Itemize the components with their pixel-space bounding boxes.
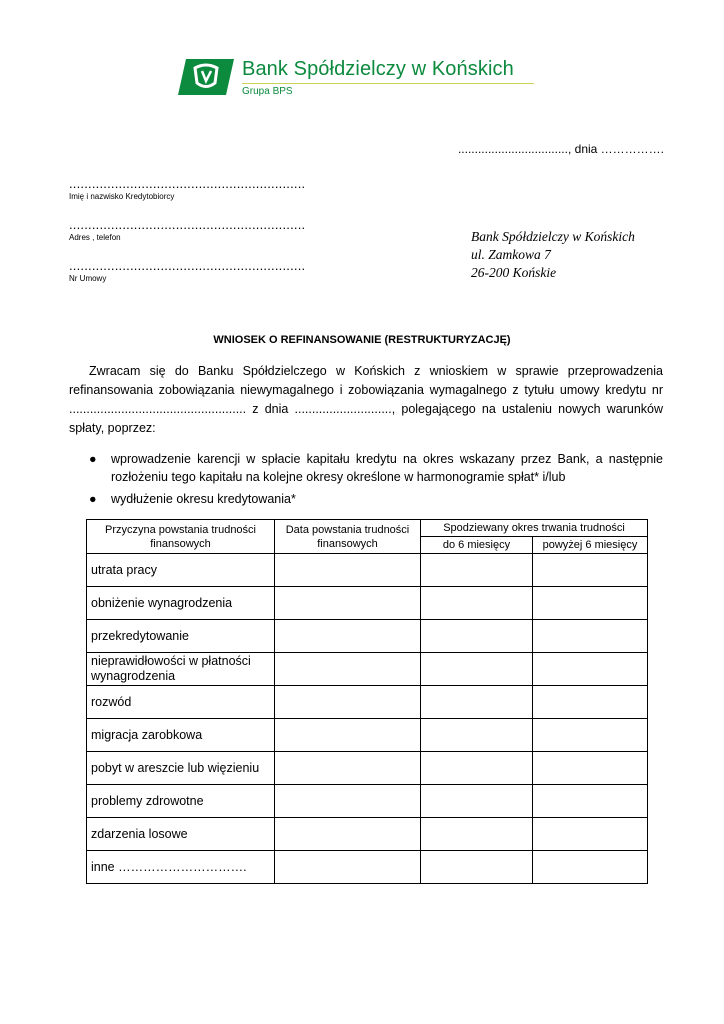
up-to-6-cell[interactable]: [421, 851, 533, 884]
cause-cell: zdarzenia losowe: [87, 818, 275, 851]
address-phone-label: Adres , telefon: [69, 233, 121, 242]
document-title: WNIOSEK O REFINANSOWANIE (RESTRUKTURYZACJĘ): [213, 334, 511, 346]
table-row: [87, 752, 648, 785]
table-row: [87, 686, 648, 719]
up-to-6-cell[interactable]: [421, 653, 533, 686]
option-extend-period: wydłużenie okresu kredytowania*: [111, 492, 296, 506]
table-row: [87, 620, 648, 653]
up-to-6-cell[interactable]: [421, 554, 533, 587]
bullet-icon: ●: [89, 452, 97, 466]
table-row: [87, 785, 648, 818]
date-cell[interactable]: [275, 818, 421, 851]
cause-cell: przekredytowanie: [87, 620, 275, 653]
cause-cell: obniżenie wynagrodzenia: [87, 587, 275, 620]
table-row: [87, 653, 648, 686]
over-6-cell[interactable]: [533, 587, 648, 620]
cause-cell: rozwód: [87, 686, 275, 719]
request-paragraph: Zwracam się do Banku Spółdzielczego w Końskich z wnioskiem w sprawie przeprowadzenia refinansowania zobowiązania niewymagalnego i zobowiązania wymagalnego z tytułu umowy kredytu nr ................................................... z dnia ............................, polegającego na ustaleniu nowych warunków spłaty, poprzez:: [69, 364, 663, 435]
up-to-6-cell[interactable]: [421, 587, 533, 620]
header-cause: Przyczyna powstania trudności finansowych: [87, 520, 275, 554]
address-phone-field[interactable]: ..............................................................: [69, 217, 306, 232]
place-date-line: ................................., dnia …………….: [457, 142, 664, 156]
over-6-cell[interactable]: [533, 653, 648, 686]
over-6-cell[interactable]: [533, 554, 648, 587]
up-to-6-cell[interactable]: [421, 719, 533, 752]
header-over-6-months: powyżej 6 miesięcy: [533, 537, 648, 554]
header-date: Data powstania trudności finansowych: [275, 520, 421, 554]
cause-cell: utrata pracy: [87, 554, 275, 587]
contract-number-label: Nr Umowy: [69, 274, 107, 283]
over-6-cell[interactable]: [533, 719, 648, 752]
table-row: [87, 719, 648, 752]
cause-cell: pobyt w areszcie lub więzieniu: [87, 752, 275, 785]
list-item: [69, 490, 663, 508]
borrower-name-label: Imię i nazwisko Kredytobiorcy: [69, 192, 175, 201]
over-6-cell[interactable]: [533, 752, 648, 785]
over-6-cell[interactable]: [533, 785, 648, 818]
up-to-6-cell[interactable]: [421, 752, 533, 785]
bank-logo-name: Bank Spółdzielczy w Końskich: [242, 58, 514, 80]
bank-address-city: 26-200 Końskie: [471, 265, 557, 280]
date-cell[interactable]: [275, 719, 421, 752]
contract-number-field[interactable]: ..............................................................: [69, 258, 306, 273]
date-cell[interactable]: [275, 554, 421, 587]
bank-address-street: ul. Zamkowa 7: [471, 247, 551, 262]
up-to-6-cell[interactable]: [421, 620, 533, 653]
over-6-cell[interactable]: [533, 686, 648, 719]
over-6-cell[interactable]: [533, 818, 648, 851]
header-up-to-6-months: do 6 miesięcy: [421, 537, 533, 554]
date-cell[interactable]: [275, 752, 421, 785]
date-cell[interactable]: [275, 851, 421, 884]
table-row: [87, 818, 648, 851]
up-to-6-cell[interactable]: [421, 818, 533, 851]
table-row: [87, 587, 648, 620]
date-cell[interactable]: [275, 587, 421, 620]
borrower-name-field[interactable]: ..............................................................: [69, 176, 306, 191]
table-row: [87, 554, 648, 587]
up-to-6-cell[interactable]: [421, 785, 533, 818]
header-period: Spodziewany okres trwania trudności: [421, 520, 648, 537]
list-item: [69, 450, 663, 486]
difficulties-table: [86, 519, 648, 884]
cause-cell: nieprawidłowości w płatności wynagrodzenia: [87, 653, 275, 686]
date-cell[interactable]: [275, 653, 421, 686]
options-list: [69, 450, 663, 512]
cause-cell: inne ………………………….: [87, 851, 275, 884]
date-cell[interactable]: [275, 785, 421, 818]
logo-divider: [242, 83, 534, 84]
bank-address-name: Bank Spółdzielczy w Końskich: [471, 229, 635, 244]
table-row: [87, 851, 648, 884]
option-grace-period: wprowadzenie karencji w spłacie kapitału kredytu na okres wskazany przez Bank, a następnie rozłożeniu tego kapitału na kolejne okresy określone w harmonogramie spłat* i/lub: [111, 452, 663, 484]
date-cell[interactable]: [275, 686, 421, 719]
bank-logo-icon: [178, 59, 234, 95]
cause-cell: migracja zarobkowa: [87, 719, 275, 752]
cause-cell: problemy zdrowotne: [87, 785, 275, 818]
date-cell[interactable]: [275, 620, 421, 653]
bank-logo-group: Grupa BPS: [242, 86, 293, 97]
bullet-icon: ●: [89, 492, 97, 506]
up-to-6-cell[interactable]: [421, 686, 533, 719]
over-6-cell[interactable]: [533, 851, 648, 884]
bank-address: [471, 228, 635, 282]
over-6-cell[interactable]: [533, 620, 648, 653]
